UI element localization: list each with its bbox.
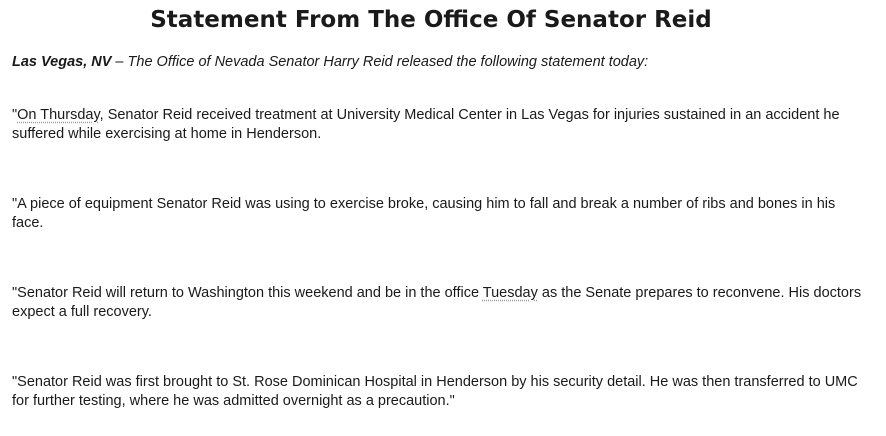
dateline-place: Las Vegas, NV [12, 54, 112, 70]
dateline [12, 52, 872, 72]
paragraph-3-date-link[interactable]: Tuesday [482, 285, 538, 301]
paragraph-3-before: "Senator Reid will return to Washington this weekend and be in the office [12, 285, 483, 301]
statement-paragraph-3 [12, 284, 862, 322]
dateline-separator: – [111, 54, 128, 70]
statement-paragraph-4: "Senator Reid was first brought to St. Rose Dominican Hospital in Henderson by his security detail. He was then transferred to UMC for further testing, where he was admitted overnight as a precaution." [12, 374, 858, 409]
statement-paragraph-2: "A piece of equipment Senator Reid was using to exercise broke, causing him to fall and break a number of ribs and bones in his face. [12, 196, 836, 231]
statement-paragraph-1 [12, 106, 862, 144]
paragraph-1-before: " [12, 107, 18, 123]
paragraph-1-after: , Senator Reid received treatment at University Medical Center in Las Vegas for injuries sustained in an accident he suffered while exercising at home in Henderson. [12, 107, 840, 142]
paragraph-3-after: as the Senate prepares to reconvene. His doctors expect a full recovery. [12, 285, 862, 320]
page-title: Statement From The Office Of Senator Reid [150, 7, 712, 33]
paragraph-1-date-link[interactable]: On Thursday [17, 107, 100, 123]
dateline-intro: The Office of Nevada Senator Harry Reid released the following statement today: [127, 54, 649, 70]
